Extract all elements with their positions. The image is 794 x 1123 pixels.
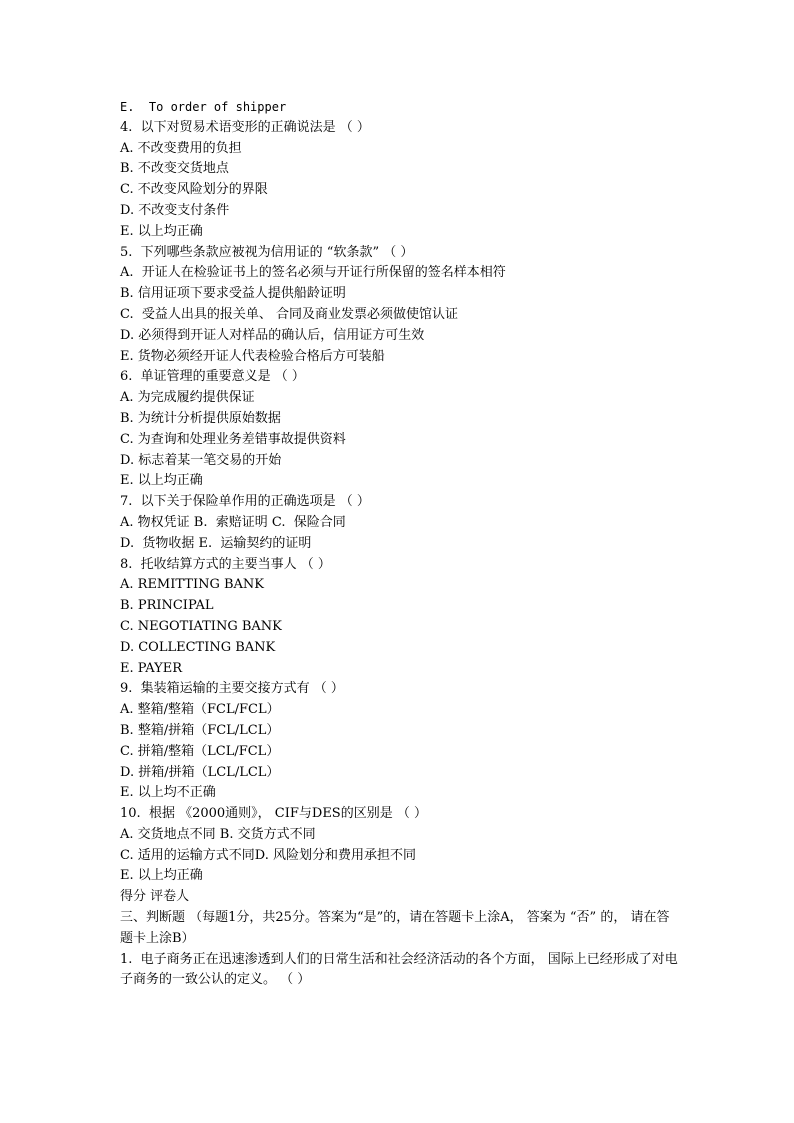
text-line: E. To order of shipper [120, 100, 287, 114]
text-line: A. 为完成履约提供保证 [120, 390, 255, 406]
text-line: E. 以上均不正确 [120, 785, 216, 801]
text-line: 1. 电子商务正在迅速渗透到人们的日常生活和社会经济活动的各个方面， 国际上已经形成了对电子商务的一致公认的定义。 （ ） [120, 951, 678, 988]
text-line: E. 以上均正确 [120, 223, 203, 239]
text-line: B. 为统计分析提供原始数据 [120, 410, 281, 426]
text-line: 6. 单证管理的重要意义是 （ ） [120, 369, 305, 385]
text-line: A. 开证人在检验证书上的签名必须与开证行所保留的签名样本相符 [120, 265, 506, 281]
text-line: 9. 集装箱运输的主要交接方式有 （ ） [120, 681, 344, 697]
document-body [120, 97, 680, 991]
text-line: D. 货物收据 E. 运输契约的证明 [120, 535, 312, 551]
text-line: 7. 以下关于保险单作用的正确选项是 （ ） [120, 494, 370, 510]
text-line: 4. 以下对贸易术语变形的正确说法是 （ ） [120, 119, 370, 135]
text-line: 8. 托收结算方式的主要当事人 （ ） [120, 556, 331, 572]
text-line: C. 拼箱/整箱（LCL/FCL） [120, 743, 280, 759]
text-line: A. 物权凭证 B. 索赔证明 C. 保险合同 [120, 514, 346, 530]
text-line: 三、判断题 （每题1分，共25分。答案为“是”的，请在答题卡上涂A， 答案为 “否” 的， 请在答题卡上涂B） [120, 910, 670, 946]
text-line: E. PAYER [120, 660, 183, 676]
text-line: C. 受益人出具的报关单、 合同及商业发票必须做使馆认证 [120, 306, 459, 322]
text-line: A. 交货地点不同 B. 交货方式不同 [120, 826, 316, 842]
text-line: 5. 下列哪些条款应被视为信用证的 “软条款” （ ） [120, 244, 414, 260]
text-line: D. 标志着某一笔交易的开始 [120, 452, 282, 468]
text-line: D. 不改变支付条件 [120, 202, 230, 218]
text-line: C. 不改变风险划分的界限 [120, 182, 268, 198]
text-line: A. 整箱/整箱（FCL/FCL） [120, 702, 280, 718]
text-line: E. 以上均正确 [120, 868, 203, 884]
text-line: A. REMITTING BANK [120, 577, 265, 593]
text-line: C. 适用的运输方式不同D. 风险划分和费用承担不同 [120, 847, 416, 863]
text-line: B. 信用证项下要求受益人提供船龄证明 [120, 286, 346, 302]
text-line: C. 为查询和处理业务差错事故提供资料 [120, 431, 346, 447]
text-line: C. NEGOTIATING BANK [120, 618, 282, 634]
text-line: D. 拼箱/拼箱（LCL/LCL） [120, 764, 280, 780]
text-line: E. 以上均正确 [120, 473, 203, 489]
text-line: B. 整箱/拼箱（FCL/LCL） [120, 722, 280, 738]
text-line: D. COLLECTING BANK [120, 639, 276, 655]
text-line: B. PRINCIPAL [120, 598, 214, 614]
text-line: 得分 评卷人 [120, 889, 190, 905]
text-line: D. 必须得到开证人对样品的确认后，信用证方可生效 [120, 327, 425, 343]
text-line: 10. 根据 《2000通则》， CIF与DES的区别是 （ ） [120, 806, 427, 822]
text-line: E. 货物必须经开证人代表检验合格后方可装船 [120, 348, 385, 364]
text-line: A. 不改变费用的负担 [120, 140, 242, 156]
text-line: B. 不改变交货地点 [120, 161, 229, 177]
